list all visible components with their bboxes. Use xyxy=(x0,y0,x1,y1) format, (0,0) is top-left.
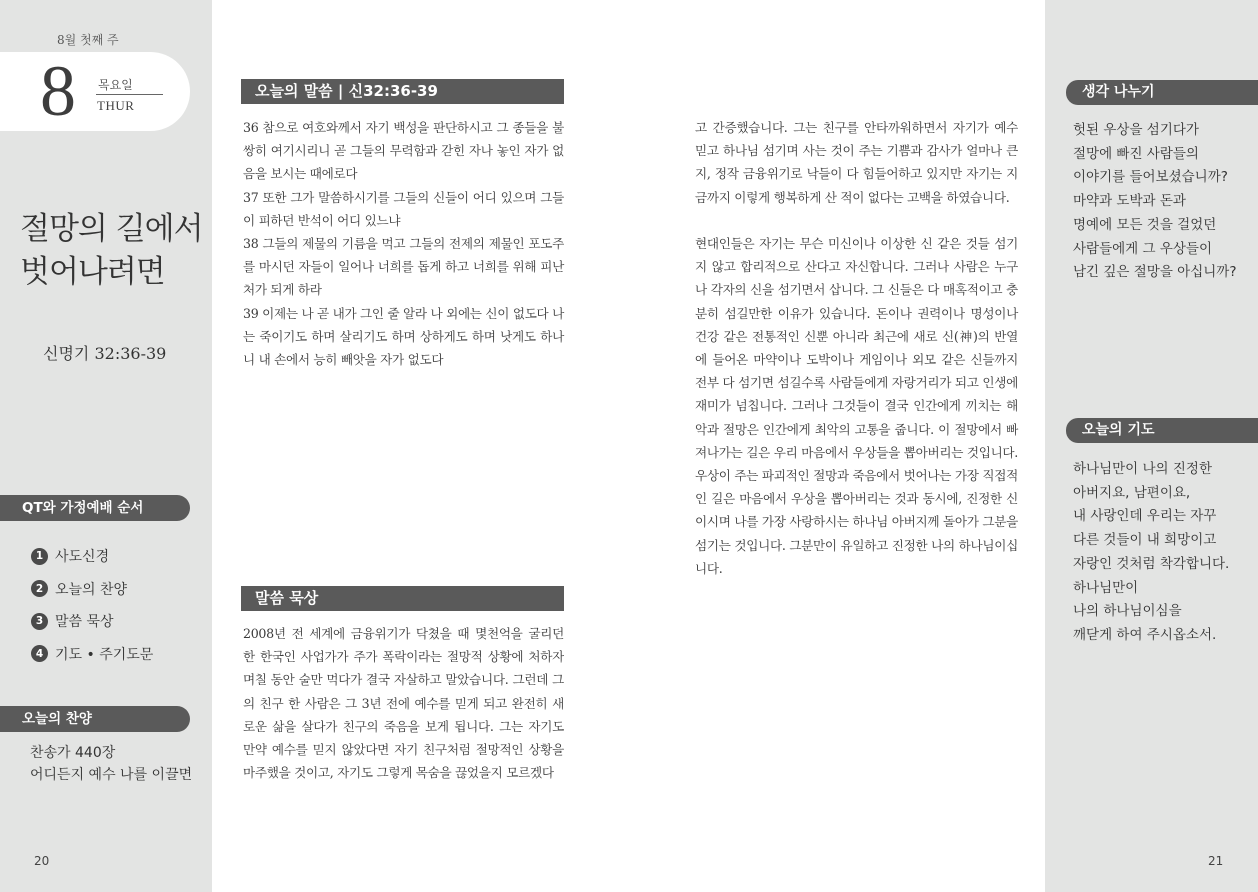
list-item xyxy=(31,638,153,671)
meditation-heading: 말씀 묵상 xyxy=(241,586,564,611)
order-heading: QT와 가정예배 순서 xyxy=(0,495,190,521)
page-number-right: 21 xyxy=(1208,854,1224,868)
verse: 36 참으로 여호와께서 자기 백성을 판단하시고 그 종들을 불쌍히 여기시리니 곧 그들의 무력함과 갇힌 자나 놓인 자가 없음을 보시는 때에로다 xyxy=(243,120,564,182)
order-item-label: 기도 • 주기도문 xyxy=(55,646,154,663)
verse: 38 그들의 제물의 기름을 먹고 그들의 전제의 제물인 포도주를 마시던 자들이 일어나 너희를 돕게 하고 너희를 위해 피난처가 되게 하라 xyxy=(243,236,564,298)
prayer-heading: 오늘의 기도 xyxy=(1066,418,1258,443)
verse: 37 또한 그가 말씀하시기를 그들의 신들이 어디 있으며 그들이 피하던 반석이 어디 있느냐 xyxy=(243,189,564,228)
date-divider xyxy=(96,94,163,95)
weekday-english: THUR xyxy=(97,98,135,113)
meditation-paragraph-1-continued: 고 간증했습니다. 그는 친구를 안타까워하면서 자기가 예수 믿고 하나님 섬기며 사는 것이 주는 기쁨과 감사가 얼마나 큰지, 정작 금융위기로 낙들이 다 힘들어하고 있지만 자기는 지금까지 이렇게 행복하게 산 적이 없다는 고백을 하였습니다. xyxy=(695,120,1018,205)
page-number-left: 20 xyxy=(34,854,50,868)
page-title xyxy=(20,208,210,294)
number-badge-icon: 1 xyxy=(31,548,48,565)
order-item-label: 사도신경 xyxy=(55,549,110,566)
verse: 39 이제는 나 곧 내가 그인 줄 알라 나 외에는 신이 없도다 나는 죽이기도 하며 살리기도 하며 상하게도 하며 낫게도 하나니 내 손에서 능히 빼앗을 자가 없도다 xyxy=(243,305,564,368)
day-number: 8 xyxy=(40,51,76,131)
meditation-text-continued xyxy=(695,116,1018,603)
scripture-verses xyxy=(243,116,564,371)
left-sidebar xyxy=(0,0,212,892)
scripture-reference: 신명기 32:36-39 xyxy=(43,344,167,363)
hymn-heading: 오늘의 찬양 xyxy=(0,706,190,732)
title-line-1: 절망의 길에서 xyxy=(20,211,203,247)
meditation-paragraph-1: 2008년 전 세계에 금융위기가 닥쳤을 때 몇천억을 굴리던 한 한국인 사업가가 주가 폭락이라는 절망적 상황에 처하자 며칠 동안 술만 먹다가 결국 자살하고 말았습니다. 그런데 그의 친구 한 사람은 그 3년 전에 예수를 믿게 되고 완전히 새로운 삶을 살다가 친구의 죽음을 보게 됩니다. 그는 자기도 만약 예수를 믿지 않았다면 자기 친구처럼 절망적인 상황을 마주했을 것이고, 자기도 그렇게 목숨을 끊었을지 모르겠다 xyxy=(243,626,564,781)
meditation-paragraph-2: 현대인들은 자기는 무슨 미신이나 이상한 신 같은 것들 섬기지 않고 합리적으로 산다고 자신합니다. 그러나 사람은 누구나 각자의 신을 섬기면서 삽니다. 그 신들은 다 매혹적이고 충분히 섬길만한 이유가 있습니다. 돈이나 권력이나 명성이나 건강 같은 전통적인 신뿐 아니라 최근에 새로 신(神)의 반열에 들어온 마약이나 도박이나 게임이나 외모 같은 신들까지 전부 다 섬기면 섬길수록 사람들에게 자랑거리가 되고 인생에 재미가 넘칩니다. 그러나 그것들이 결국 인간에게 끼치는 해악과 절망은 인간에게 최악의 고통을 줍니다. 이 절망에서 빠져나가는 길은 우리 마음에서 우상들을 뽑아버리는 것입니다. 우상이 주는 파괴적인 절망과 죽음에서 벗어나는 가장 직접적인 길은 마음에서 우상을 뽑아버리는 것과 동시에, 진정한 신이시며 나를 가장 사랑하시는 하나님 아버지께 돌아가 그분을 섬기는 것입니다. 그분만이 유일하고 진정한 나의 하나님이십니다. xyxy=(695,236,1018,576)
number-badge-icon: 4 xyxy=(31,645,48,662)
list-item xyxy=(31,573,153,606)
hymn-title: 어디든지 예수 나를 이끌면 xyxy=(30,767,193,783)
week-label: 8월 첫째 주 xyxy=(57,33,119,47)
meditation-text-part1 xyxy=(243,622,564,792)
order-item-label: 오늘의 찬양 xyxy=(55,581,128,598)
prayer-text: 하나님만이 나의 진정한 아버지요, 남편이요, 내 사랑인데 우리는 자꾸 다른 것들이 내 희망이고 자랑인 것처럼 착각합니다. 하나님만이 나의 하나님이심을 깨닫게 하여 주시옵소서. xyxy=(1073,461,1230,643)
hymn-info xyxy=(30,742,192,786)
list-item xyxy=(31,540,153,573)
share-text: 헛된 우상을 섬기다가 절망에 빠진 사람들의 이야기를 들어보셨습니까? 마약과 도박과 돈과 명예에 모든 것을 걸었던 사람들에게 그 우상들이 남긴 깊은 절망을 아십니까? xyxy=(1073,122,1237,281)
order-item-label: 말씀 묵상 xyxy=(55,614,114,631)
order-list xyxy=(31,540,153,670)
date-block xyxy=(0,52,190,131)
title-line-2: 벗어나려면 xyxy=(20,254,165,290)
share-heading: 생각 나누기 xyxy=(1066,80,1258,105)
weekday-korean: 목요일 xyxy=(98,78,133,92)
number-badge-icon: 2 xyxy=(31,580,48,597)
hymn-number: 찬송가 440장 xyxy=(30,745,116,761)
word-heading: 오늘의 말씀 | 신32:36-39 xyxy=(241,79,564,104)
list-item xyxy=(31,605,153,638)
number-badge-icon: 3 xyxy=(31,613,48,630)
